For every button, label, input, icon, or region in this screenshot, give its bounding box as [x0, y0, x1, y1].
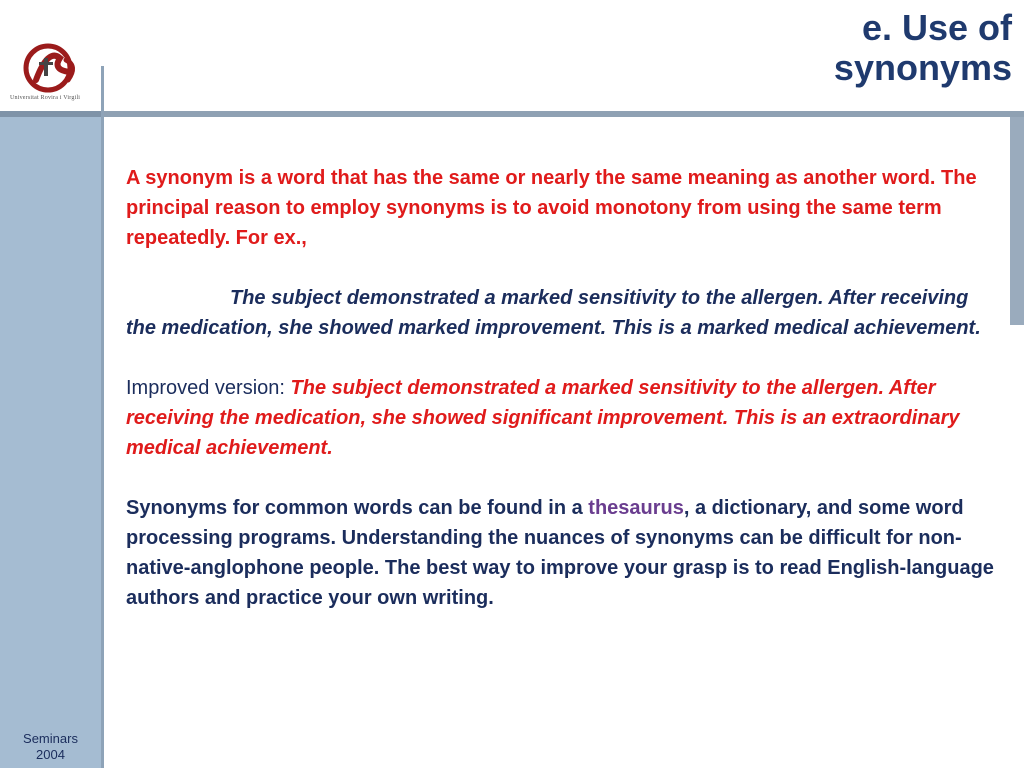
synonyms-paragraph	[126, 493, 996, 613]
footer-line-1: Seminars	[23, 731, 78, 746]
thesaurus-link[interactable]: thesaurus	[588, 497, 684, 519]
sidebar-edge	[101, 66, 104, 768]
improved-paragraph	[126, 373, 996, 463]
header-rule	[0, 111, 1024, 117]
slide-body	[126, 163, 996, 613]
synonyms-text-2: , a dictionary, and some word processing programs. Understanding the nuances of synonyms can be difficult for non-native-anglophone people. The best way to improve your grasp is to read English-language authors and practice your own writing.	[126, 497, 994, 609]
footer-line-2: 2004	[36, 747, 65, 762]
sidebar	[0, 117, 101, 768]
right-accent-bar	[1010, 117, 1024, 325]
page-title	[834, 8, 1012, 88]
synonyms-text-1: Synonyms for common words can be found in a	[126, 497, 589, 519]
footer	[8, 731, 93, 763]
title-line-2: synonyms	[833, 47, 1012, 88]
definition-paragraph: A synonym is a word that has the same or nearly the same meaning as another word. The principal reason to employ synonyms is to avoid monotony from using the same term repeatedly. For ex.,	[126, 167, 977, 249]
logo-caption: Universitat Rovira i Virgili	[10, 95, 81, 101]
title-line-1: e. Use of	[861, 7, 1012, 48]
improved-text: The subject demonstrated a marked sensitivity to the allergen. After receiving the medication, she showed significant improvement. This is an extraordinary medical achievement.	[126, 377, 960, 459]
improved-label: Improved version:	[126, 377, 291, 399]
example-original: The subject demonstrated a marked sensitivity to the allergen. After receiving the medication, she showed marked improvement. This is a marked medical achievement.	[126, 287, 981, 339]
